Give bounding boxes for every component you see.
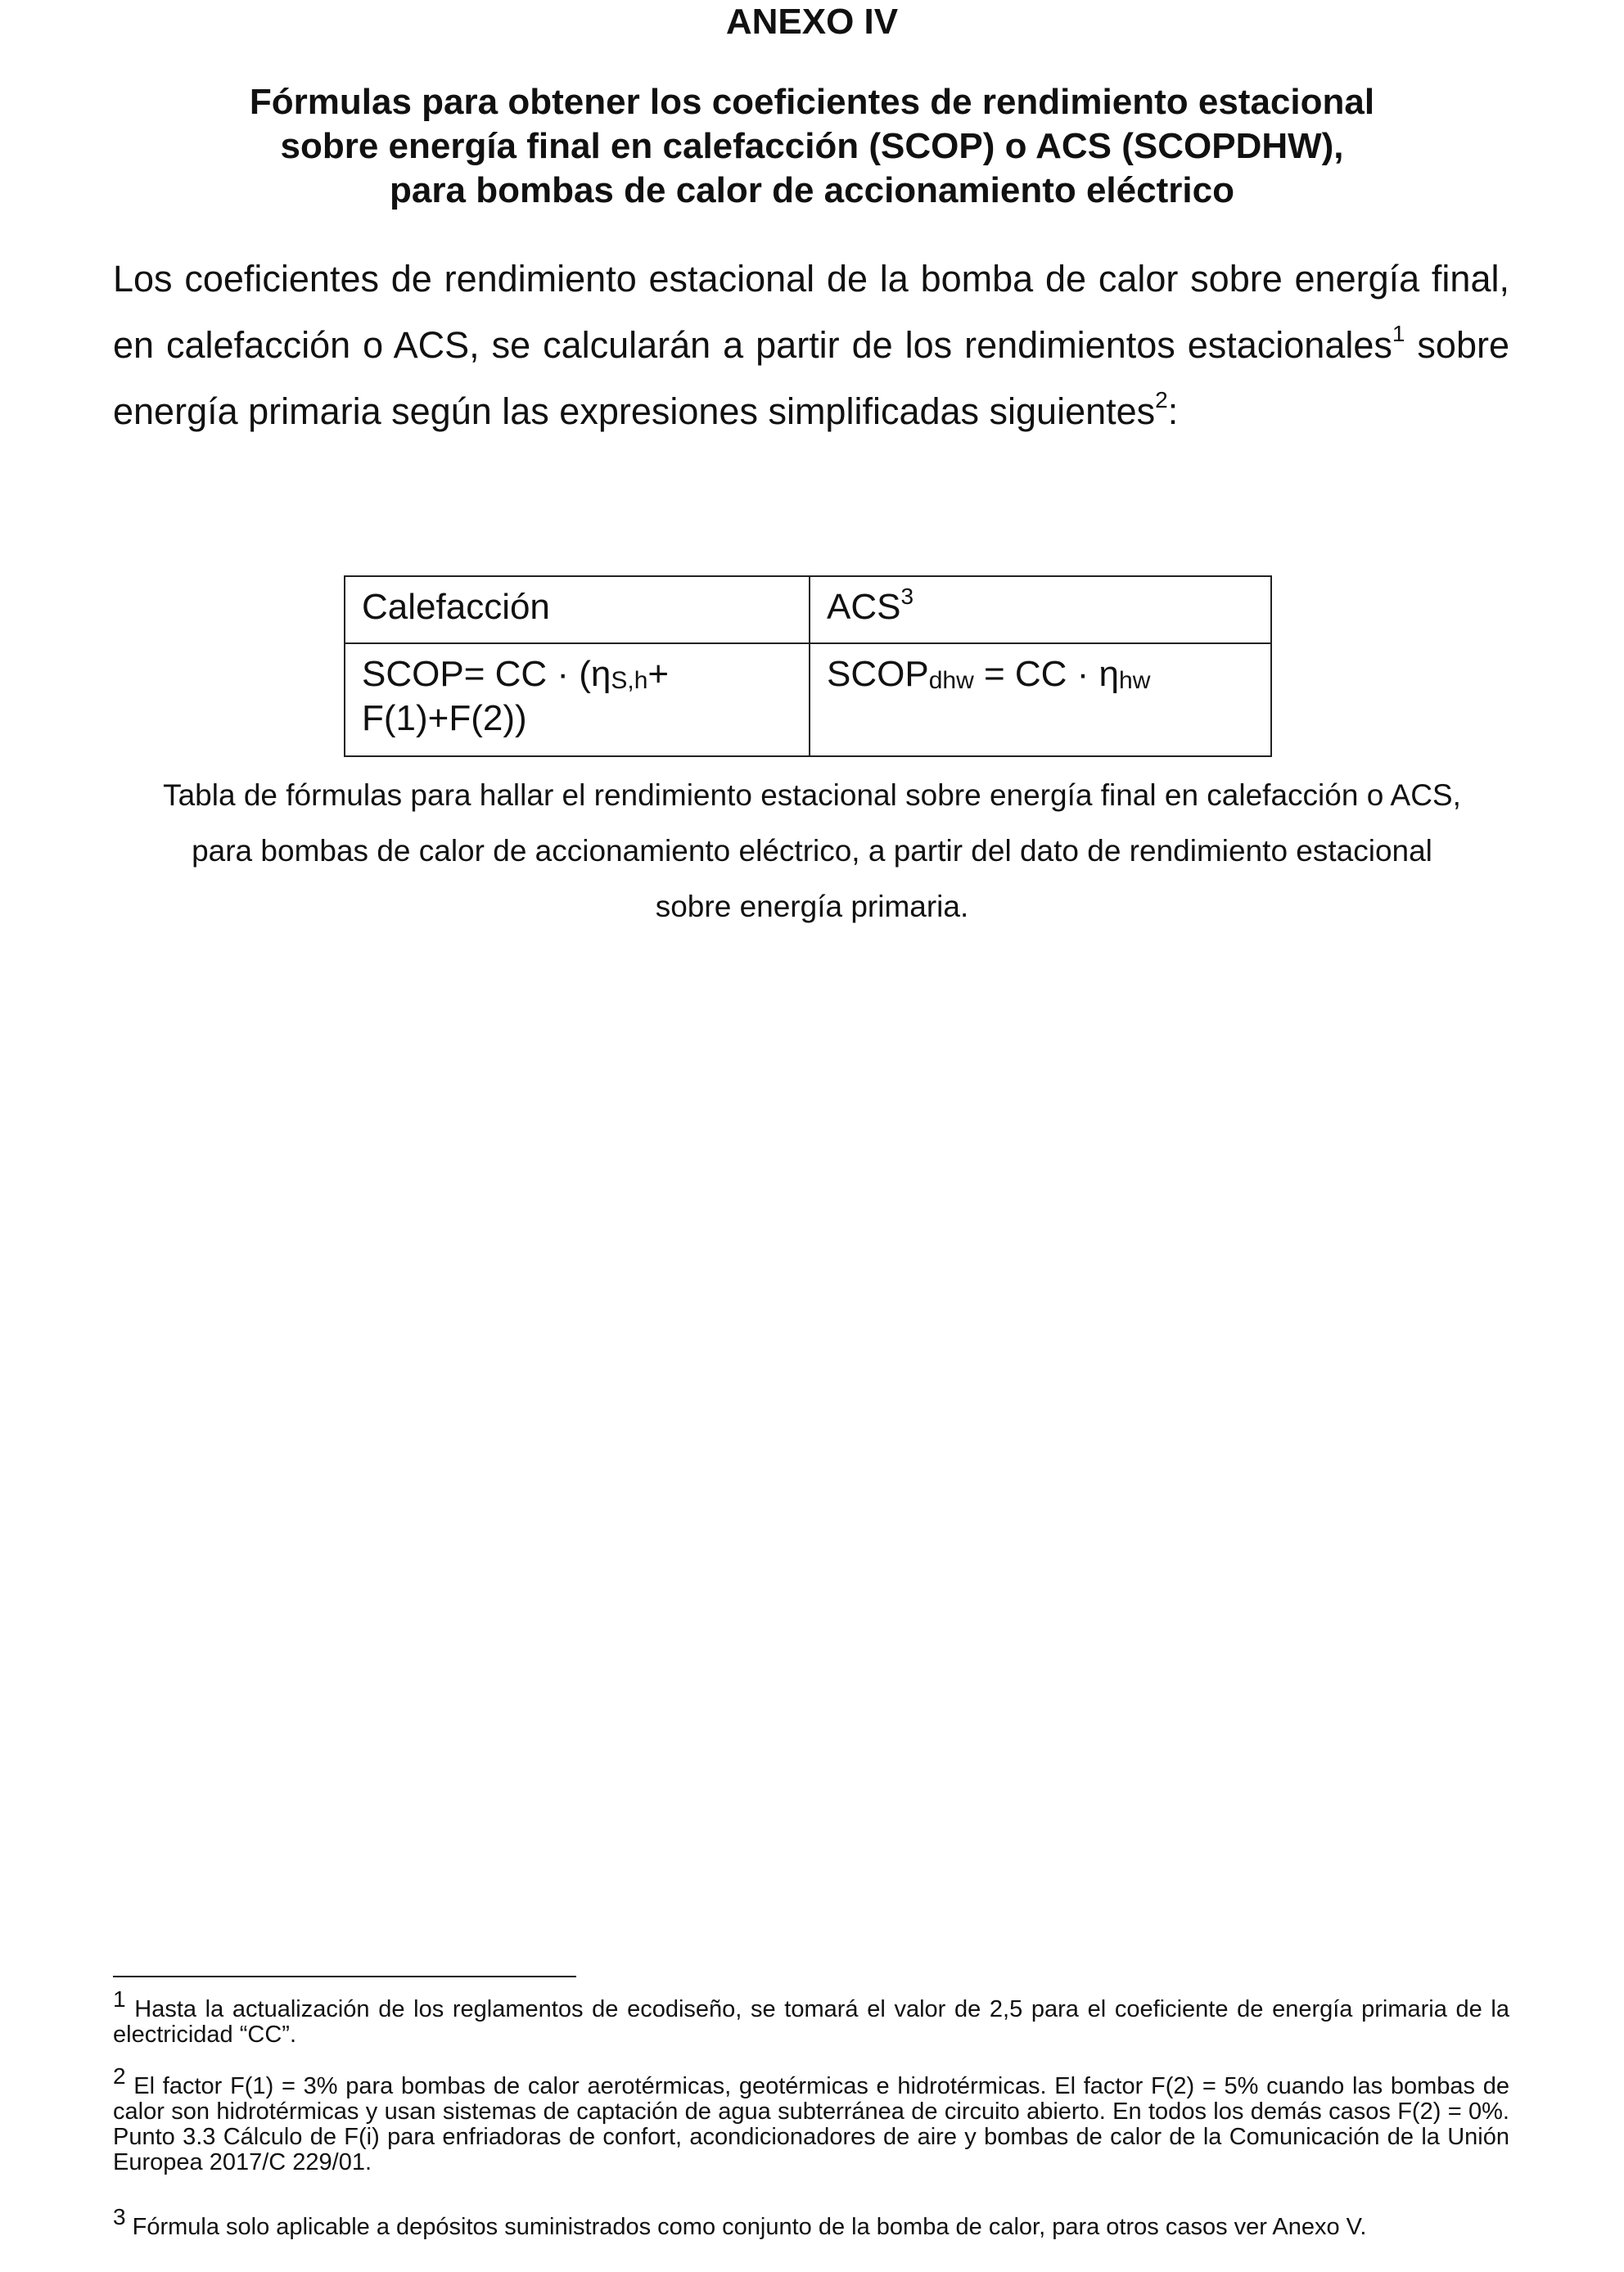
footnote-2-text: El factor F(1) = 3% para bombas de calor aerotérmicas, geotérmicas e hidrotérmicas. El factor F(2) = 5% cuando las bombas de calor son hidrotérmicas y usan sistemas de captación de agua subterránea de circuito abierto. En todos los demás casos F(2) = 0%. Punto 3.3 Cálculo de F(i) para enfriadoras de confort, acondicionadores de aire y bombas de calor de la Comunicación de la Unión Europea 2017/C 229/01.: [113, 2073, 1509, 2175]
footnote-ref-3: 3: [900, 584, 914, 609]
footnote-3: [113, 2204, 1509, 2240]
caption-line-2: para bombas de calor de accionamiento eléctrico, a partir del dato de rendimiento estacional: [192, 834, 1432, 868]
title-line-2: sobre energía final en calefacción (SCOP) o ACS (SCOPDHW),: [280, 126, 1344, 166]
table-header-row: [345, 576, 1271, 643]
acs-formula-pre: SCOP: [827, 654, 929, 694]
footnote-1-mark: 1: [113, 1986, 126, 2012]
heating-formula-sub: S,h: [611, 667, 648, 694]
intro-paragraph: [113, 246, 1509, 444]
intro-text-part2: sobre energía primaria según las expresiones simplificadas siguientes: [113, 324, 1509, 432]
acs-formula-mid: = CC · η: [973, 654, 1120, 694]
footnote-2-mark: 2: [113, 2063, 126, 2089]
title-line-1: Fórmulas para obtener los coeficientes de rendimiento estacional: [249, 82, 1375, 122]
acs-formula-sub-hw: hw: [1119, 667, 1151, 694]
heating-formula-cell: [345, 643, 810, 756]
intro-text-part3: :: [1167, 390, 1179, 432]
footnote-2: [113, 2063, 1509, 2175]
footnote-separator: [113, 1976, 576, 1977]
footnote-ref-1: 1: [1392, 321, 1405, 346]
acs-formula-cell: [810, 643, 1271, 756]
table-caption: [106, 768, 1518, 935]
caption-line-1: Tabla de fórmulas para hallar el rendimiento estacional sobre energía final en calefacción o ACS,: [163, 778, 1461, 812]
footnote-3-mark: 3: [113, 2204, 126, 2229]
footnote-3-text: Fórmula solo aplicable a depósitos suministrados como conjunto de la bomba de calor, para otros casos ver Anexo V.: [125, 2214, 1367, 2240]
header-heating-label: Calefacción: [362, 587, 550, 627]
annex-title: ANEXO IV: [725, 2, 899, 42]
header-cell-acs: [810, 576, 1271, 643]
title-line-3: para bombas de calor de accionamiento eléctrico: [390, 170, 1234, 210]
footnote-ref-2: 2: [1155, 387, 1168, 412]
heating-formula-post: + F(1)+F(2)): [362, 654, 670, 738]
caption-line-3: sobre energía primaria.: [655, 890, 969, 923]
intro-text-part1: Los coeficientes de rendimiento estacional de la bomba de calor sobre energía final, en calefacción o ACS, se calcularán a partir de los rendimientos estacionales: [113, 258, 1509, 366]
heating-formula-pre: SCOP= CC · (η: [362, 654, 611, 694]
acs-formula-sub-dhw: dhw: [928, 667, 974, 694]
header-acs-label: ACS: [827, 587, 901, 627]
document-title: [0, 80, 1624, 213]
footnote-1: [113, 1986, 1509, 2048]
footnote-1-text: Hasta la actualización de los reglamentos de ecodiseño, se tomará el valor de 2,5 para el coeficiente de energía primaria de la electricidad “CC”.: [113, 1996, 1509, 2048]
table-row: [345, 643, 1271, 756]
formula-table: [344, 575, 1272, 757]
header-cell-heating: [345, 576, 810, 643]
